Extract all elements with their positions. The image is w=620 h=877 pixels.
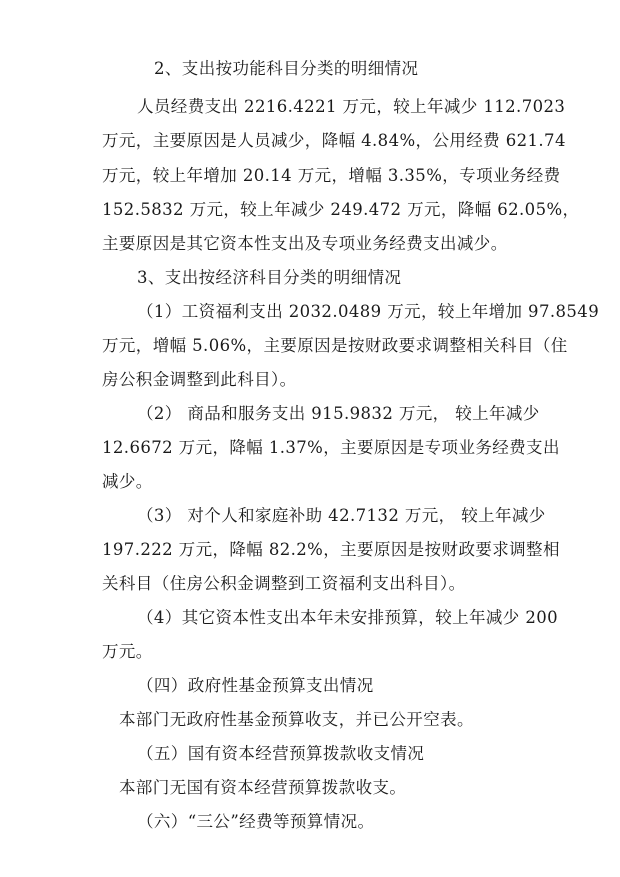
heading-government-fund: （四）政府性基金预算支出情况 xyxy=(137,676,374,695)
heading-three-public-expenses: （六）“三公”经费等预算情况。 xyxy=(137,812,375,831)
paragraph-line: （1）工资福利支出 2032.0489 万元，较上年增加 97.8549 xyxy=(137,302,600,321)
paragraph-line: 万元，增幅 5.06%，主要原因是按财政要求调整相关科目（住 xyxy=(102,336,568,355)
heading-state-capital: （五）国有资本经营预算拨款收支情况 xyxy=(137,744,425,763)
paragraph-line: 152.5832 万元，较上年减少 249.472 万元，降幅 62.05%， xyxy=(102,200,580,219)
paragraph-line: 12.6672 万元，降幅 1.37%，主要原因是专项业务经费支出 xyxy=(102,438,560,457)
paragraph-line: （3） 对个人和家庭补助 42.7132 万元， 较上年减少 xyxy=(137,506,546,525)
paragraph-line: 人员经费支出 2216.4221 万元，较上年减少 112.7023 xyxy=(137,97,566,116)
heading-functional-classification: 2、支出按功能科目分类的明细情况 xyxy=(154,59,419,78)
paragraph-line: （4）其它资本性支出本年未安排预算，较上年减少 200 xyxy=(137,608,559,627)
paragraph-line: 本部门无国有资本经营预算拨款收支。 xyxy=(119,778,407,797)
paragraph-line: 房公积金调整到此科目）。 xyxy=(102,370,297,389)
paragraph-line: 主要原因是其它资本性支出及专项业务经费支出减少。 xyxy=(102,234,508,253)
paragraph-line: （2） 商品和服务支出 915.9832 万元， 较上年减少 xyxy=(137,404,540,423)
paragraph-line: 减少。 xyxy=(102,472,153,491)
paragraph-line: 万元，主要原因是人员减少，降幅 4.84%，公用经费 621.74 xyxy=(102,131,566,150)
paragraph-line: 197.222 万元，降幅 82.2%，主要原因是按财政要求调整相 xyxy=(102,540,560,559)
heading-economic-classification: 3、支出按经济科目分类的明细情况 xyxy=(137,268,402,287)
paragraph-line: 万元。 xyxy=(102,642,153,661)
paragraph-line: 万元，较上年增加 20.14 万元，增幅 3.35%，专项业务经费 xyxy=(102,166,561,185)
paragraph-line: 本部门无政府性基金预算收支，并已公开空表。 xyxy=(119,710,474,729)
paragraph-line: 关科目（住房公积金调整到工资福利支出科目）。 xyxy=(102,574,466,593)
